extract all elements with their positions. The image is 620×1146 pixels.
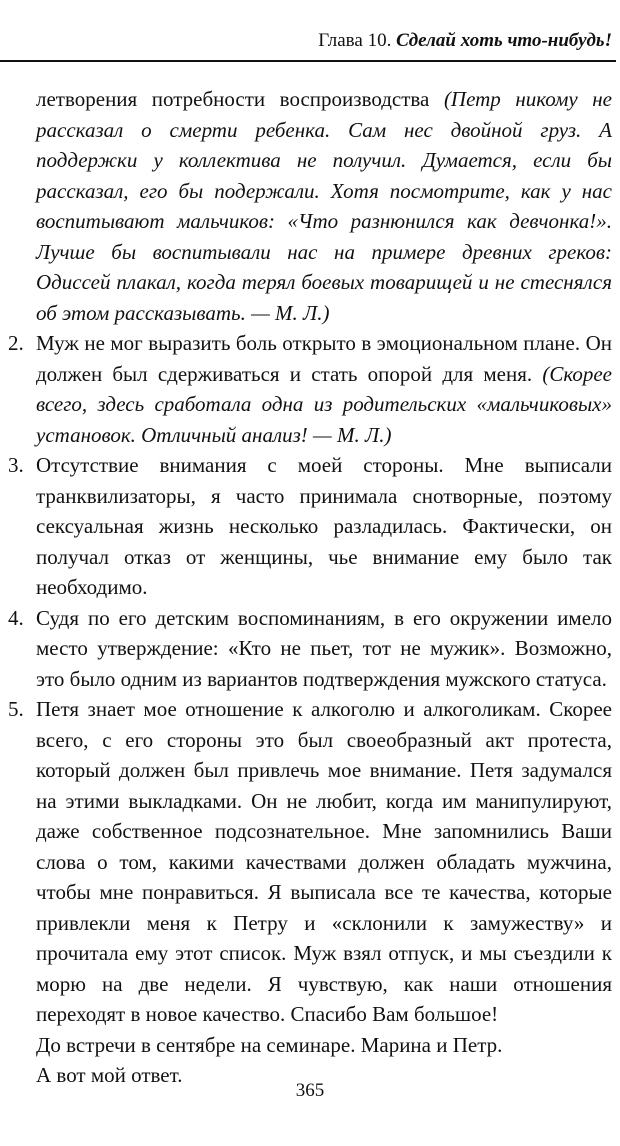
item-text: Отсутствие внимания с моей стороны. Мне выписали транквилизаторы, я часто принимала снотворные, поэтому сексуальная жизнь несколько разладилась. Фактически, он получал отказ от женщины, чье внимание ему было так необходимо. (36, 453, 612, 599)
page-body (8, 84, 612, 1091)
closing-line: А вот мой ответ. (36, 1063, 183, 1087)
list-item-5 (8, 694, 612, 1030)
list-item-2 (8, 328, 612, 450)
page-number: 365 (295, 1080, 325, 1101)
intro-paragraph (36, 84, 612, 328)
list-item-4 (8, 603, 612, 695)
chapter-number: Глава 10. (318, 30, 392, 51)
item-number: 5. (8, 697, 24, 721)
list-item-3 (8, 450, 612, 603)
item-text: Муж не мог выразить боль открыто в эмоциональном плане. Он должен был сдерживаться и стать опорой для меня. (36, 331, 612, 386)
intro-author-note: (Петр никому не рассказал о смерти ребенка. Сам нес двойной груз. А поддержки у коллектива не получил. Думается, если бы рассказал, его бы подержали. Хотя посмотрите, как у нас воспитывают мальчиков: «Что разнюнился как девчонка!». Лучше бы воспитывали нас на примере древних греков: Одиссей плакал, когда терял боевых товарищей и не стеснялся об этом рассказывать. — М. Л.) (36, 87, 612, 325)
intro-text: летворения потребности воспроизводства (36, 87, 444, 111)
item-text: Судя по его детским воспоминаниям, в его окружении имело место утверждение: «Кто не пьет, тот не мужик». Возможно, это было одним из вариантов подтверждения мужского статуса. (36, 605, 612, 691)
header-rule (0, 60, 616, 62)
item-text: Петя знает мое отношение к алкоголю и алкоголикам. Скорее всего, с его стороны это был своеобразный акт протеста, который должен был привлечь мое внимание. Петя задумался на этими выкладками. Он не любит, когда им манипулируют, даже собственное подсознательное. Мне запомнились Ваши слова о том, какими качествами должен обладать мужчина, чтобы мне понравиться. Я выписала все те качества, которые привлекли меня к Петру и «склонили к замужеству» и прочитала ему этот список. Муж взял отпуск, и мы съездили к морю на две недели. Я чувствую, как наши отношения переходят в новое качество. Спасибо Вам большое! (36, 697, 612, 1026)
item-number: 2. (8, 331, 24, 355)
item-author-note: (Скорее всего, здесь сработала одна из родительских «мальчиковых» установок. Отличный анализ! — М. Л.) (36, 361, 612, 447)
closing-line: До встречи в сентябре на семинаре. Марина и Петр. (36, 1032, 503, 1057)
running-header (318, 30, 612, 52)
chapter-title: Сделай хоть что-нибудь! (396, 30, 612, 51)
item-number: 4. (8, 605, 24, 630)
item-number: 3. (8, 453, 24, 477)
